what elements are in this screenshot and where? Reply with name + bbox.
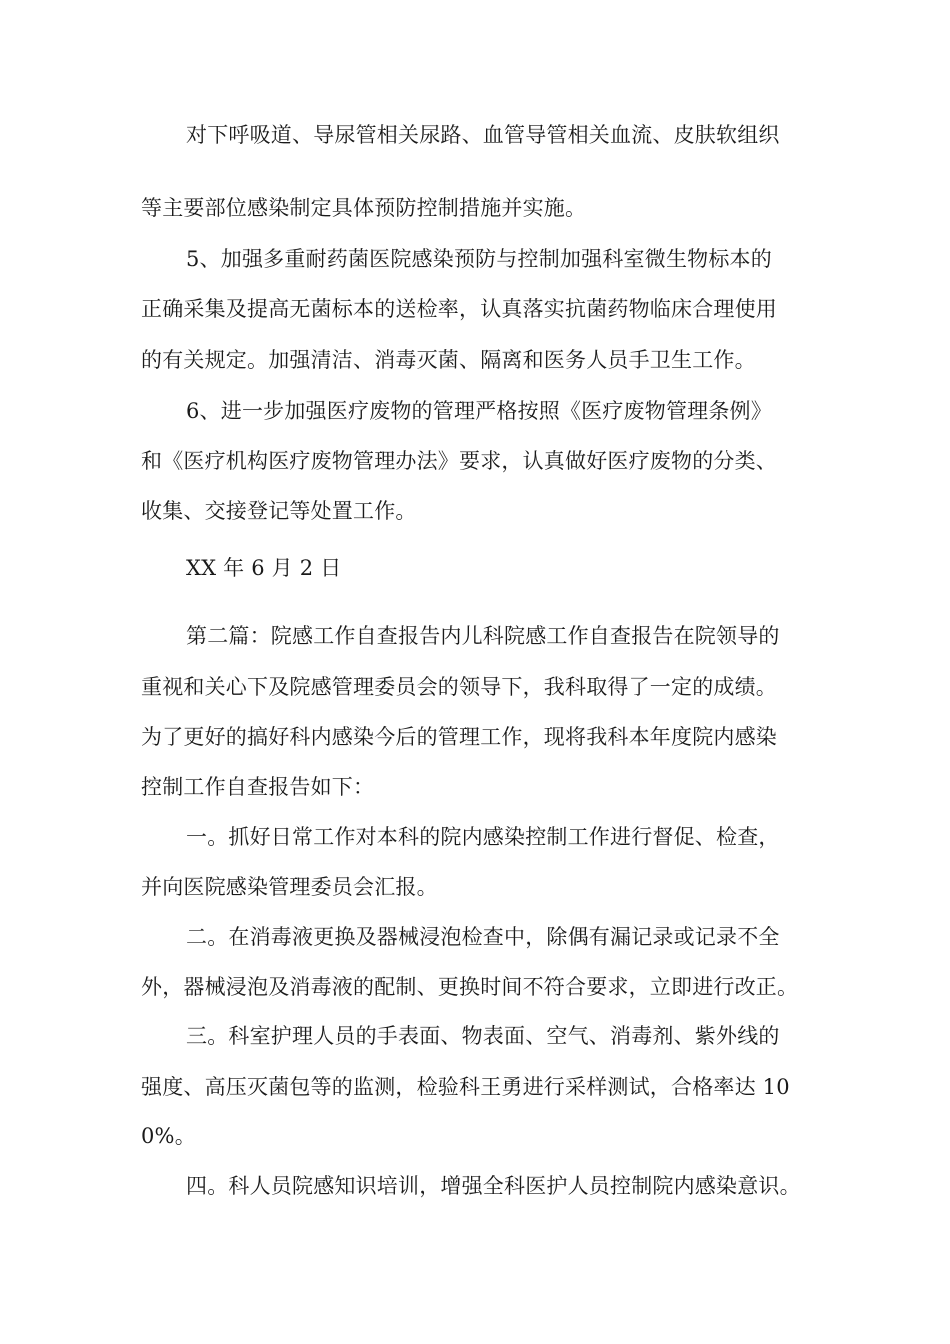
text-line: 二。在消毒液更换及器械浸泡检查中，除偶有漏记录或记录不全 <box>186 925 780 949</box>
text-line: 外，器械浸泡及消毒液的配制、更换时间不符合要求，立即进行改正。 <box>141 975 799 999</box>
text-line: 对下呼吸道、导尿管相关尿路、血管导管相关血流、皮肤软组织 <box>186 123 780 147</box>
text-line: 收集、交接登记等处置工作。 <box>141 499 417 523</box>
text-line: 正确采集及提高无菌标本的送检率，认真落实抗菌药物临床合理使用 <box>141 297 777 321</box>
date-line: XX 年 6 月 2 日 <box>186 556 342 580</box>
text-line: 5、加强多重耐药菌医院感染预防与控制加强科室微生物标本的 <box>186 247 772 271</box>
text-line: 0%。 <box>141 1124 196 1148</box>
text-line: 三。科室护理人员的手表面、物表面、空气、消毒剂、紫外线的 <box>186 1024 780 1048</box>
text-line: 控制工作自查报告如下： <box>141 775 375 799</box>
text-line: 第二篇：院感工作自查报告内儿科院感工作自查报告在院领导的 <box>186 624 780 648</box>
text-line: 和《医疗机构医疗废物管理办法》要求，认真做好医疗废物的分类、 <box>141 449 777 473</box>
text-line: 一。抓好日常工作对本科的院内感染控制工作进行督促、检查， <box>186 825 780 849</box>
text-line: 6、进一步加强医疗废物的管理严格按照《医疗废物管理条例》 <box>186 399 772 423</box>
text-line: 重视和关心下及院感管理委员会的领导下，我科取得了一定的成绩。 <box>141 675 777 699</box>
text-line: 为了更好的搞好科内感染今后的管理工作，现将我科本年度院内感染 <box>141 725 777 749</box>
text-line: 强度、高压灭菌包等的监测，检验科王勇进行采样测试，合格率达 10 <box>141 1075 790 1099</box>
text-line: 并向医院感染管理委员会汇报。 <box>141 875 438 899</box>
text-line: 等主要部位感染制定具体预防控制措施并实施。 <box>141 196 587 220</box>
text-line: 的有关规定。加强清洁、消毒灭菌、隔离和医务人员手卫生工作。 <box>141 348 756 372</box>
text-line: 四。科人员院感知识培训，增强全科医护人员控制院内感染意识。 <box>186 1174 801 1198</box>
